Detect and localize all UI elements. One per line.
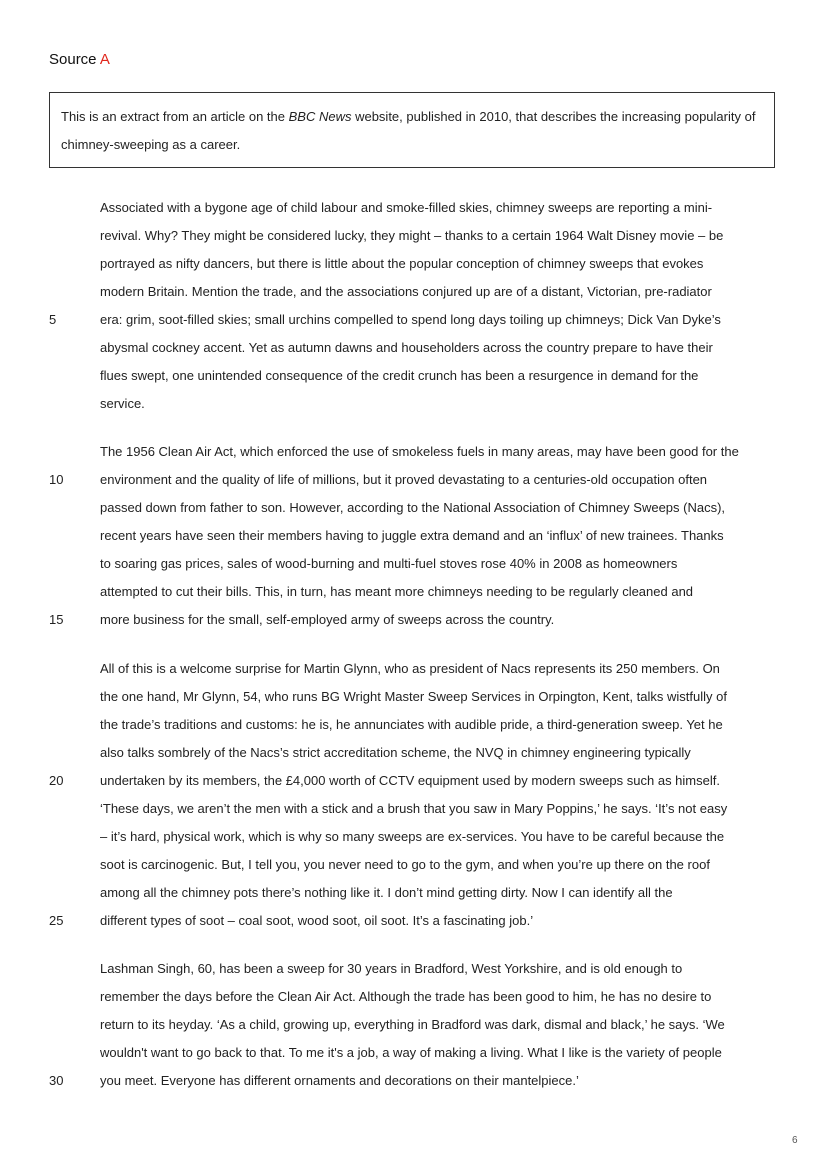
source-heading — [49, 51, 110, 68]
text-line: among all the chimney pots there’s nothing like it. I don’t mind getting dirty. Now I can identify all the — [100, 885, 673, 900]
line-number: 20 — [49, 773, 64, 788]
text-line: All of this is a welcome surprise for Martin Glynn, who as president of Nacs represents its 250 members. On — [100, 661, 720, 676]
text-line: more business for the small, self-employed army of sweeps across the country. — [100, 612, 555, 627]
text-line: soot is carcinogenic. But, I tell you, you never need to go to the gym, and when you’re up there on the roof — [100, 857, 710, 872]
text-line: return to its heyday. ‘As a child, growing up, everything in Bradford was dark, dismal and black,’ he says. ‘We — [100, 1017, 725, 1032]
text-line: ‘These days, we aren’t the men with a stick and a brush that you saw in Mary Poppins,’ he says. ‘It’s not easy — [100, 801, 728, 816]
line-number: 10 — [49, 472, 64, 487]
text-line: portrayed as nifty dancers, but there is little about the popular conception of chimney sweeps that evokes — [100, 256, 704, 271]
text-line: wouldn't want to go back to that. To me it's a job, a way of making a living. What I like is the variety of people — [100, 1045, 722, 1060]
line-number: 5 — [49, 312, 57, 327]
text-line: undertaken by its members, the £4,000 worth of CCTV equipment used by modern sweeps such as himself. — [100, 773, 720, 788]
text-line: era: grim, soot-filled skies; small urchins compelled to spend long days toiling up chimneys; Dick Van Dyke’s — [100, 312, 721, 327]
text-line: Lashman Singh, 60, has been a sweep for 30 years in Bradford, West Yorkshire, and is old enough to — [100, 961, 683, 976]
text-line: passed down from father to son. However, according to the National Association of Chimney Sweeps (Nacs), — [100, 500, 726, 515]
text-line: recent years have seen their members having to juggle extra demand and an ‘influx’ of new trainees. Thanks — [100, 528, 724, 543]
intro-publication: BBC News — [288, 109, 352, 124]
text-line: service. — [100, 396, 145, 411]
line-number: 15 — [49, 612, 64, 627]
source-heading-text: Source — [49, 51, 100, 68]
text-line: – it’s hard, physical work, which is why so many sweeps are ex-services. You have to be careful because the — [100, 829, 725, 844]
line-number: 25 — [49, 913, 64, 928]
source-letter: A — [99, 51, 110, 68]
intro-text-after: website, published in 2010, that describes the increasing popularity of chimney-sweeping as a career. — [61, 109, 756, 152]
text-line: also talks sombrely of the Nacs’s strict accreditation scheme, the NVQ in chimney engineering typically — [100, 745, 691, 760]
text-line: modern Britain. Mention the trade, and the associations conjured up are of a distant, Victorian, pre-radiator — [100, 284, 712, 299]
text-line: remember the days before the Clean Air Act. Although the trade has been good to him, he has no desire to — [100, 989, 712, 1004]
text-line: the one hand, Mr Glynn, 54, who runs BG Wright Master Sweep Services in Orpington, Kent, talks wistfully of — [100, 689, 727, 704]
intro-text-before: This is an extract from an article on the — [61, 109, 289, 124]
intro-box — [49, 92, 775, 168]
text-line: different types of soot – coal soot, wood soot, oil soot. It’s a fascinating job.’ — [100, 913, 534, 928]
text-line: flues swept, one unintended consequence of the credit crunch has been a resurgence in demand for the — [100, 368, 699, 383]
text-line: abysmal cockney accent. Yet as autumn dawns and householders across the country prepare to have their — [100, 340, 713, 355]
text-line: attempted to cut their bills. This, in turn, has meant more chimneys needing to be regularly cleaned and — [100, 584, 694, 599]
page-number: 6 — [792, 1135, 798, 1146]
text-line: to soaring gas prices, sales of wood-burning and multi-fuel stoves rose 40% in 2008 as homeowners — [100, 556, 678, 571]
text-line: revival. Why? They might be considered lucky, they might – thanks to a certain 1964 Walt Disney movie – be — [100, 228, 724, 243]
text-line: the trade’s traditions and customs: he is, he annunciates with audible pride, a third-generation sweep. Yet he — [100, 717, 723, 732]
text-line: environment and the quality of life of millions, but it proved devastating to a centuries-old occupation often — [100, 472, 708, 487]
line-number: 30 — [49, 1073, 64, 1088]
text-line: Associated with a bygone age of child labour and smoke-filled skies, chimney sweeps are reporting a mini- — [100, 200, 713, 215]
text-line: you meet. Everyone has different ornaments and decorations on their mantelpiece.’ — [100, 1073, 579, 1088]
text-line: The 1956 Clean Air Act, which enforced the use of smokeless fuels in many areas, may have been good for the — [100, 444, 739, 459]
